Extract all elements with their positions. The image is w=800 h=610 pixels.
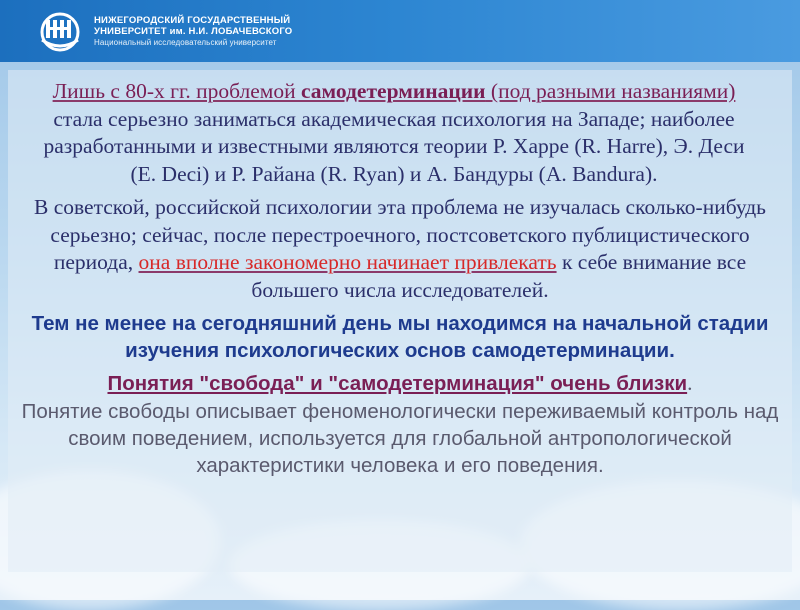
p1-term: самодетерминации <box>301 79 486 103</box>
paragraph-1 <box>40 78 748 188</box>
paragraph-3: Тем не менее на сегодняшний день мы находимся на начальной стадии изучения психологических основ самодетерминации. <box>31 312 769 362</box>
paragraph-2 <box>30 194 770 304</box>
university-name-line3: Национальный исследовательский университет <box>94 38 277 47</box>
p4-title: Понятия "свобода" и "самодетерминация" очень близки <box>107 372 688 395</box>
p1-lead: Лишь с 80-х гг. проблемой <box>52 79 301 103</box>
slide-body <box>0 78 800 479</box>
university-name <box>94 15 292 48</box>
paragraph-4-title <box>20 370 780 398</box>
slide-header <box>0 0 800 62</box>
p2-rest: к себе внимание все большего числа исследователей. <box>251 250 747 302</box>
p1-note: (под разными названиями) <box>485 79 736 103</box>
paragraph-4-body: Понятие свободы описывает феноменологически переживаемый контроль над своим поведением, используется для глобальной антропологической характеристики человека и его поведения. <box>21 399 779 477</box>
p2-highlight: она вполне закономерно начинает привлекать <box>138 250 557 274</box>
p4-dot: . <box>687 371 693 395</box>
university-name-line1: НИЖЕГОРОДСКИЙ ГОСУДАРСТВЕННЫЙ <box>94 15 291 26</box>
p1-rest: стала серьезно заниматься академическая психология на Западе; наиболее разработанными и известными являются теории Р. Харре (R. Harre), Э. Деси (E. Deci) и Р. Райана (R. Ryan) и А. Бандуры (A. Bandura). <box>43 106 745 186</box>
p2-lead: В советской, российской психологии эта проблема не изучалась сколько-нибудь серьезно; сейчас, после перестроечного, постсоветского публицистического периода, <box>34 195 766 274</box>
university-name-line2: УНИВЕРСИТЕТ им. Н.И. ЛОБАЧЕВСКОГО <box>94 26 293 37</box>
university-logo <box>36 12 84 52</box>
